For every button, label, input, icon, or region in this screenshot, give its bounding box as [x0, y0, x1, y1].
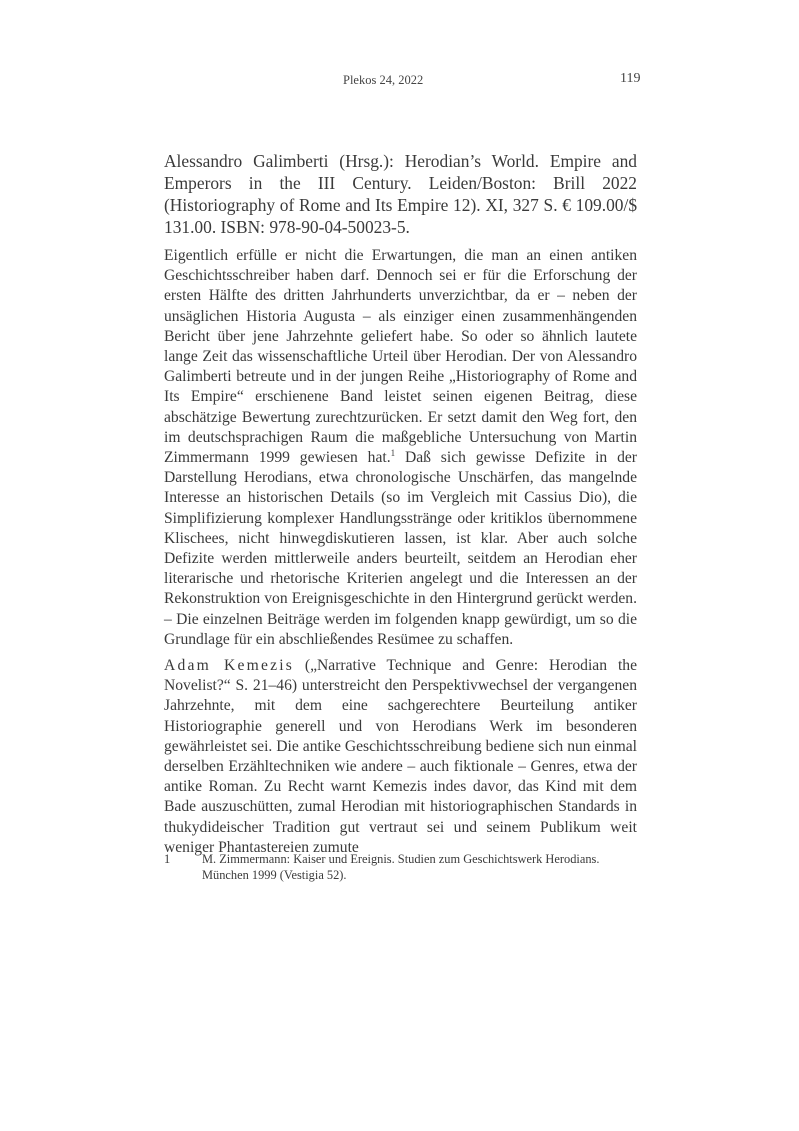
footnote — [164, 851, 637, 883]
citation-part2: Century. Leiden/Boston: Brill 2022 (Historiography of Rome and Its Empire 12). — [164, 173, 637, 215]
paragraph-intro — [164, 246, 637, 650]
footnote-number: 1 — [164, 852, 171, 866]
paragraph-kemezis — [164, 656, 637, 858]
citation-part1: Alessandro Galimberti (Hrsg.): Herodian’s World. Empire and Emperors in the — [164, 151, 637, 193]
century-numeral: III — [317, 173, 336, 193]
citation-part3: , 327 S. € 109.00/$ 131.00. ISBN: 978-90-04-50023-5. — [164, 195, 638, 237]
footnote-text: M. Zimmermann: Kaiser und Ereignis. Studien zum Geschichtswerk Herodians. München 1999 (Vestigia 52). — [202, 852, 600, 882]
running-head: Plekos 24, 2022 — [343, 73, 424, 87]
page-number: 119 — [620, 71, 641, 86]
paragraph-intro-continued: Daß sich gewisse Defizite in der Darstellung Herodians, etwa chronologische Unschärfen, das mangelnde Interesse an historischen Details (so im Vergleich mit Cassius Dio), die Simplifizierung komplexer Handlungsstränge oder kritiklos übernommene Klischees, nicht hinwegdiskutieren lassen, ist klar. Aber auch solche Defizite werden mittlerweile anders beurteilt, seitdem an Herodian eher literarische und rhetorische Kriterien angelegt und die Interessen an der Rekonstruktion von Ereignisgeschichte in den Hintergrund gerückt werden. – Die einzelnen Beiträge werden im folgenden knapp gewürdigt, um so die Grundlage für ein abschließendes Resümee zu schaffen. — [164, 449, 637, 648]
author-name: Adam Kemezis — [164, 657, 294, 675]
footnote-reference[interactable]: 1 — [390, 447, 396, 458]
review-citation — [164, 150, 637, 238]
paragraph-intro-text: Eigentlich erfülle er nicht die Erwartungen, die man an einen antiken Geschichtsschreiber haben darf. Dennoch sei er für die Erforschung der ersten Hälfte des dritten Jahrhunderts unverzichtbar, da er – neben der unsäglichen Historia Augusta – als einziger einen zusammenhängenden Bericht über jene Jahrzehnte geliefert habe. So oder so ähnlich lautete lange Zeit das wissenschaftliche Urteil über Herodian. Der von Alessandro Galimberti betreute und in der jungen Reihe „Historiography of Rome and Its Empire“ erschienene Band leistet seinen eigenen Beitrag, diese abschätzige Bewertung zurechtzurücken. Er setzt damit den Weg fort, den im deutschsprachigen Raum die maßgebliche Untersuchung von Martin Zimmermann 1999 gewiesen hat. — [164, 247, 637, 467]
review-body — [164, 246, 637, 864]
paragraph-kemezis-text: („Narrative Technique and Genre: Herodian the Novelist?“ S. 21–46) unterstreicht den Perspektivwechsel der vergangenen Jahrzehnte, mit dem eine sachgerechtere Beurteilung antiker Historiographie generell und von Herodians Werk im besonderen gewährleistet sei. Die antike Geschichtsschreibung bediene sich nun einmal derselben Erzähltechniken wie andere – auch fiktionale – Genres, etwa der antike Roman. Zu Recht warnt Kemezis indes davor, das Kind mit dem Bade auszuschütten, zumal Herodian mit historiographischen Standards in thukydideischer Tradition gut vertraut sei und seinem Publikum weit weniger Phantastereien zumute — [164, 657, 638, 856]
preface-numeral: XI — [485, 195, 504, 215]
